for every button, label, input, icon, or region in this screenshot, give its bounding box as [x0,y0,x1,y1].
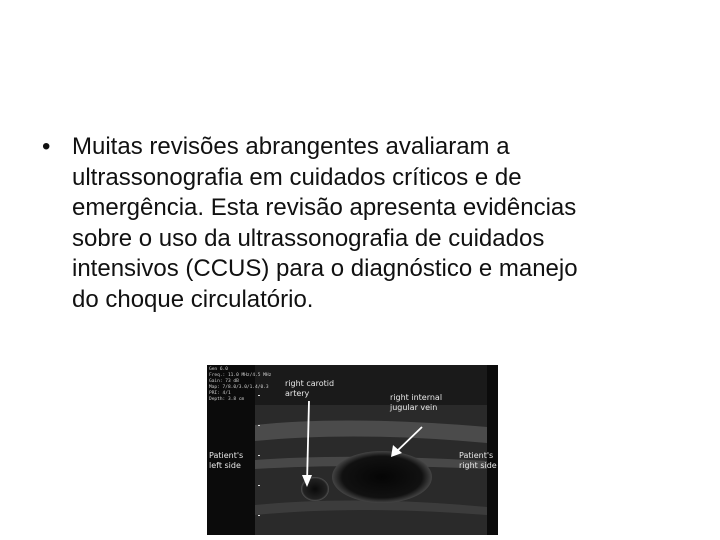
text-line: do choque circulatório. [72,285,314,313]
label-right-side: Patient's right side [459,451,497,470]
label-carotid-artery: right carotid artery [285,379,335,398]
bullet-marker: • [42,133,51,160]
label-left-side: Patient's left side [209,451,244,470]
param-line: Freq.: 11.0 MHz/4.5 MHz [209,373,272,378]
text-line: ultrassonografia em cuidados críticos e de [72,163,522,191]
text-line: intensivos (CCUS) para o diagnóstico e manejo [72,255,578,282]
label-jugular-vein: right internal jugular vein [390,393,443,412]
text-line: emergência. Esta revisão apresenta evidências [72,194,577,221]
ultrasound-image [207,365,498,535]
param-line: Depth: 3.8 cm [209,397,245,402]
text-line: Muitas revisões abrangentes avaliaram a [72,133,510,160]
scan-parameters [209,367,271,403]
param-line: Gen 6.0 [209,367,228,372]
param-line: Map: 7/8.0/3.0/1.4/0.3 [209,385,269,390]
bullet-text [72,132,692,315]
text-line: sobre o uso da ultrassonografia de cuidados [72,224,545,252]
param-line: Gain: 73 dB [209,379,239,384]
bullet-paragraph [42,132,692,315]
param-line: PRI: 4/1 [209,391,231,396]
